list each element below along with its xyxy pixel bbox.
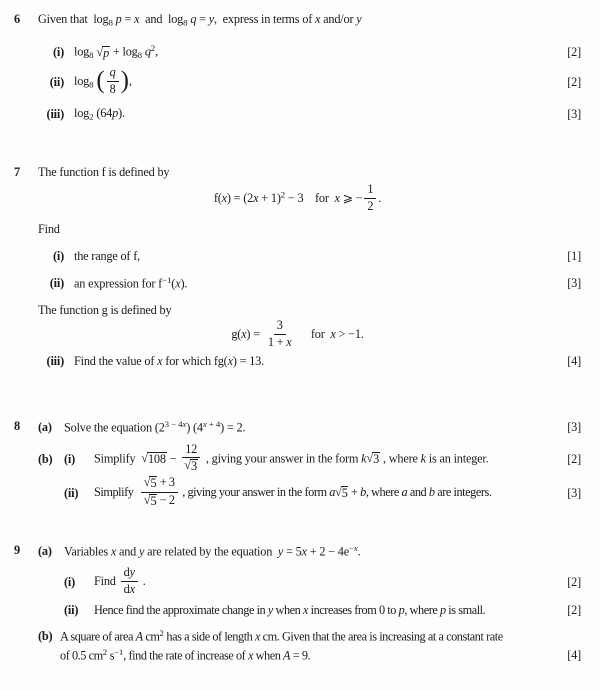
function-f-equation: $f(x) = (2x + 1)^2 - 3$ for x ⩾ − $\frac{1}{2}$ .: [213, 182, 382, 213]
question-8-part-b-i: [38, 441, 581, 475]
part-label: (ii): [64, 485, 79, 500]
part-label: (i): [64, 451, 76, 466]
function-g-intro: The function g is defined by: [38, 303, 172, 318]
question-7-intro-row: [38, 165, 581, 180]
part-label: (ii): [64, 603, 79, 618]
marks-badge: [2]: [567, 44, 581, 59]
question-8-number: 8: [14, 419, 20, 434]
radical-sign: √ 3: [366, 451, 380, 467]
question-9-part-b-line2: [38, 647, 581, 664]
question-8-part-b-ii: [38, 474, 581, 510]
fraction: $\frac{3}{1 + x}$: [267, 318, 292, 349]
part-label: (i): [64, 574, 76, 589]
marks-badge: [2]: [567, 74, 581, 89]
radical-sign: √ p: [96, 44, 110, 60]
part-label: (b): [38, 451, 53, 466]
fraction: 12 √ 3: [181, 443, 201, 474]
question-9-body: [38, 543, 581, 663]
question-6-number: 6: [14, 12, 20, 26]
question-9-part-b-line1: [38, 628, 581, 645]
question-6: [14, 12, 581, 122]
function-f-intro: The function f is defined by: [38, 165, 170, 180]
marks-badge: [3]: [567, 276, 581, 291]
fraction: $\frac{q}{8}$: [107, 66, 119, 96]
marks-badge: [4]: [567, 354, 581, 369]
question-6-intro-text: Given that $\log_8 p = x$ and $\log_8 q = y$, express in terms of x and/or y: [38, 12, 362, 28]
part-text: Simplify √ 108 − 12 √ 3 , giving your answer in the form k √ 3 , where k is an integer.: [94, 441, 489, 474]
radical-sign: √ 5: [143, 474, 157, 490]
question-9-part-a-i: [38, 567, 581, 597]
marks-badge: [3]: [567, 485, 581, 500]
part-formula: $\log_8$ √ p + $\log_8 q^2$,: [74, 43, 158, 61]
question-9-number: 9: [14, 543, 20, 558]
question-9-part-a-intro: [38, 543, 581, 560]
part-label: (iii): [46, 354, 64, 369]
question-6-part-iii: [38, 106, 581, 122]
question-8: [14, 419, 581, 509]
part-label: (i): [52, 249, 64, 264]
question-7-part-iii: [38, 354, 581, 369]
marks-badge: [2]: [567, 603, 581, 618]
question-6-body: [38, 12, 581, 122]
part-text: of 0.5 $cm^2$ $s^{-1}$, find the rate of increase of x when A = 9.: [60, 646, 311, 663]
part-formula: $\log_8$ ( $\frac{q}{8}$ ),: [74, 65, 132, 96]
marks-badge: [1]: [567, 249, 581, 264]
part-label: (b): [38, 628, 53, 643]
function-g-equation: g(x) = $\frac{3}{1 + x}$ for x > −1.: [231, 318, 364, 349]
part-text: Find $\frac{dy}{dx}$ .: [94, 565, 146, 596]
marks-badge: [4]: [567, 647, 581, 662]
part-formula: $\log_2 (64p)$.: [74, 106, 125, 122]
marks-badge: [2]: [567, 451, 581, 466]
question-7-number: 7: [14, 165, 20, 180]
part-text: Solve the equation $(2^{3 - 4x})$ (4$^x$ $^{+ 4}$) = 2.: [64, 419, 246, 435]
part-label: (ii): [49, 74, 64, 89]
part-text: A square of area A $cm^2$ has a side of length x cm. Given that the area is increasing at a constant rate: [60, 628, 503, 644]
question-7: [14, 165, 581, 369]
function-g-intro-row: [38, 303, 581, 318]
part-text: an expression for $f^{-1}(x)$.: [74, 275, 188, 292]
part-text: Find the value of x for which fg(x) = 13.: [74, 354, 264, 369]
question-7-part-ii: [38, 275, 581, 292]
part-text: Simplify √ 5 + 3 √ 5 − 2 , giving your answer in the form a √ 5 + b, where a and b are integers.: [94, 474, 492, 508]
question-6-intro-row: [38, 12, 581, 28]
question-7-body: [38, 165, 581, 369]
part-label: (ii): [49, 276, 64, 291]
part-text: Hence find the approximate change in y when x increases from 0 to p, where p is small.: [94, 603, 486, 618]
question-8-body: [38, 419, 581, 509]
marks-badge: [3]: [567, 419, 581, 434]
fraction: √ 5 + 3 √ 5 − 2: [141, 476, 178, 509]
radical-sign: √ 5: [334, 485, 348, 501]
part-text: the range of f,: [74, 249, 140, 264]
question-7-part-i: [38, 249, 581, 264]
fraction: $\frac{dy}{dx}$: [121, 566, 138, 596]
part-label: (a): [38, 419, 52, 434]
radical-sign: √ 5: [143, 492, 157, 508]
question-8-part-a: [38, 419, 581, 436]
question-9: [14, 543, 581, 663]
part-text: Variables x and y are related by the equation $y = 5x + 2 - 4e^{-x}$.: [64, 543, 361, 560]
find-label: Find: [38, 222, 60, 237]
radical-sign: √ 108: [141, 451, 166, 467]
find-label-row: [38, 222, 581, 237]
radical-sign: √ 3: [184, 458, 197, 474]
marks-badge: [2]: [567, 574, 581, 589]
question-9-part-a-ii: [38, 603, 581, 618]
function-f-equation-row: [38, 184, 557, 214]
part-label: (a): [38, 544, 52, 559]
part-label: (iii): [46, 106, 64, 121]
fraction: $\frac{1}{2}$: [364, 183, 376, 213]
function-g-equation-row: [38, 320, 557, 350]
question-6-part-i: [38, 43, 581, 61]
part-label: (i): [52, 44, 64, 59]
marks-badge: [3]: [567, 106, 581, 121]
question-6-part-ii: [38, 67, 581, 97]
